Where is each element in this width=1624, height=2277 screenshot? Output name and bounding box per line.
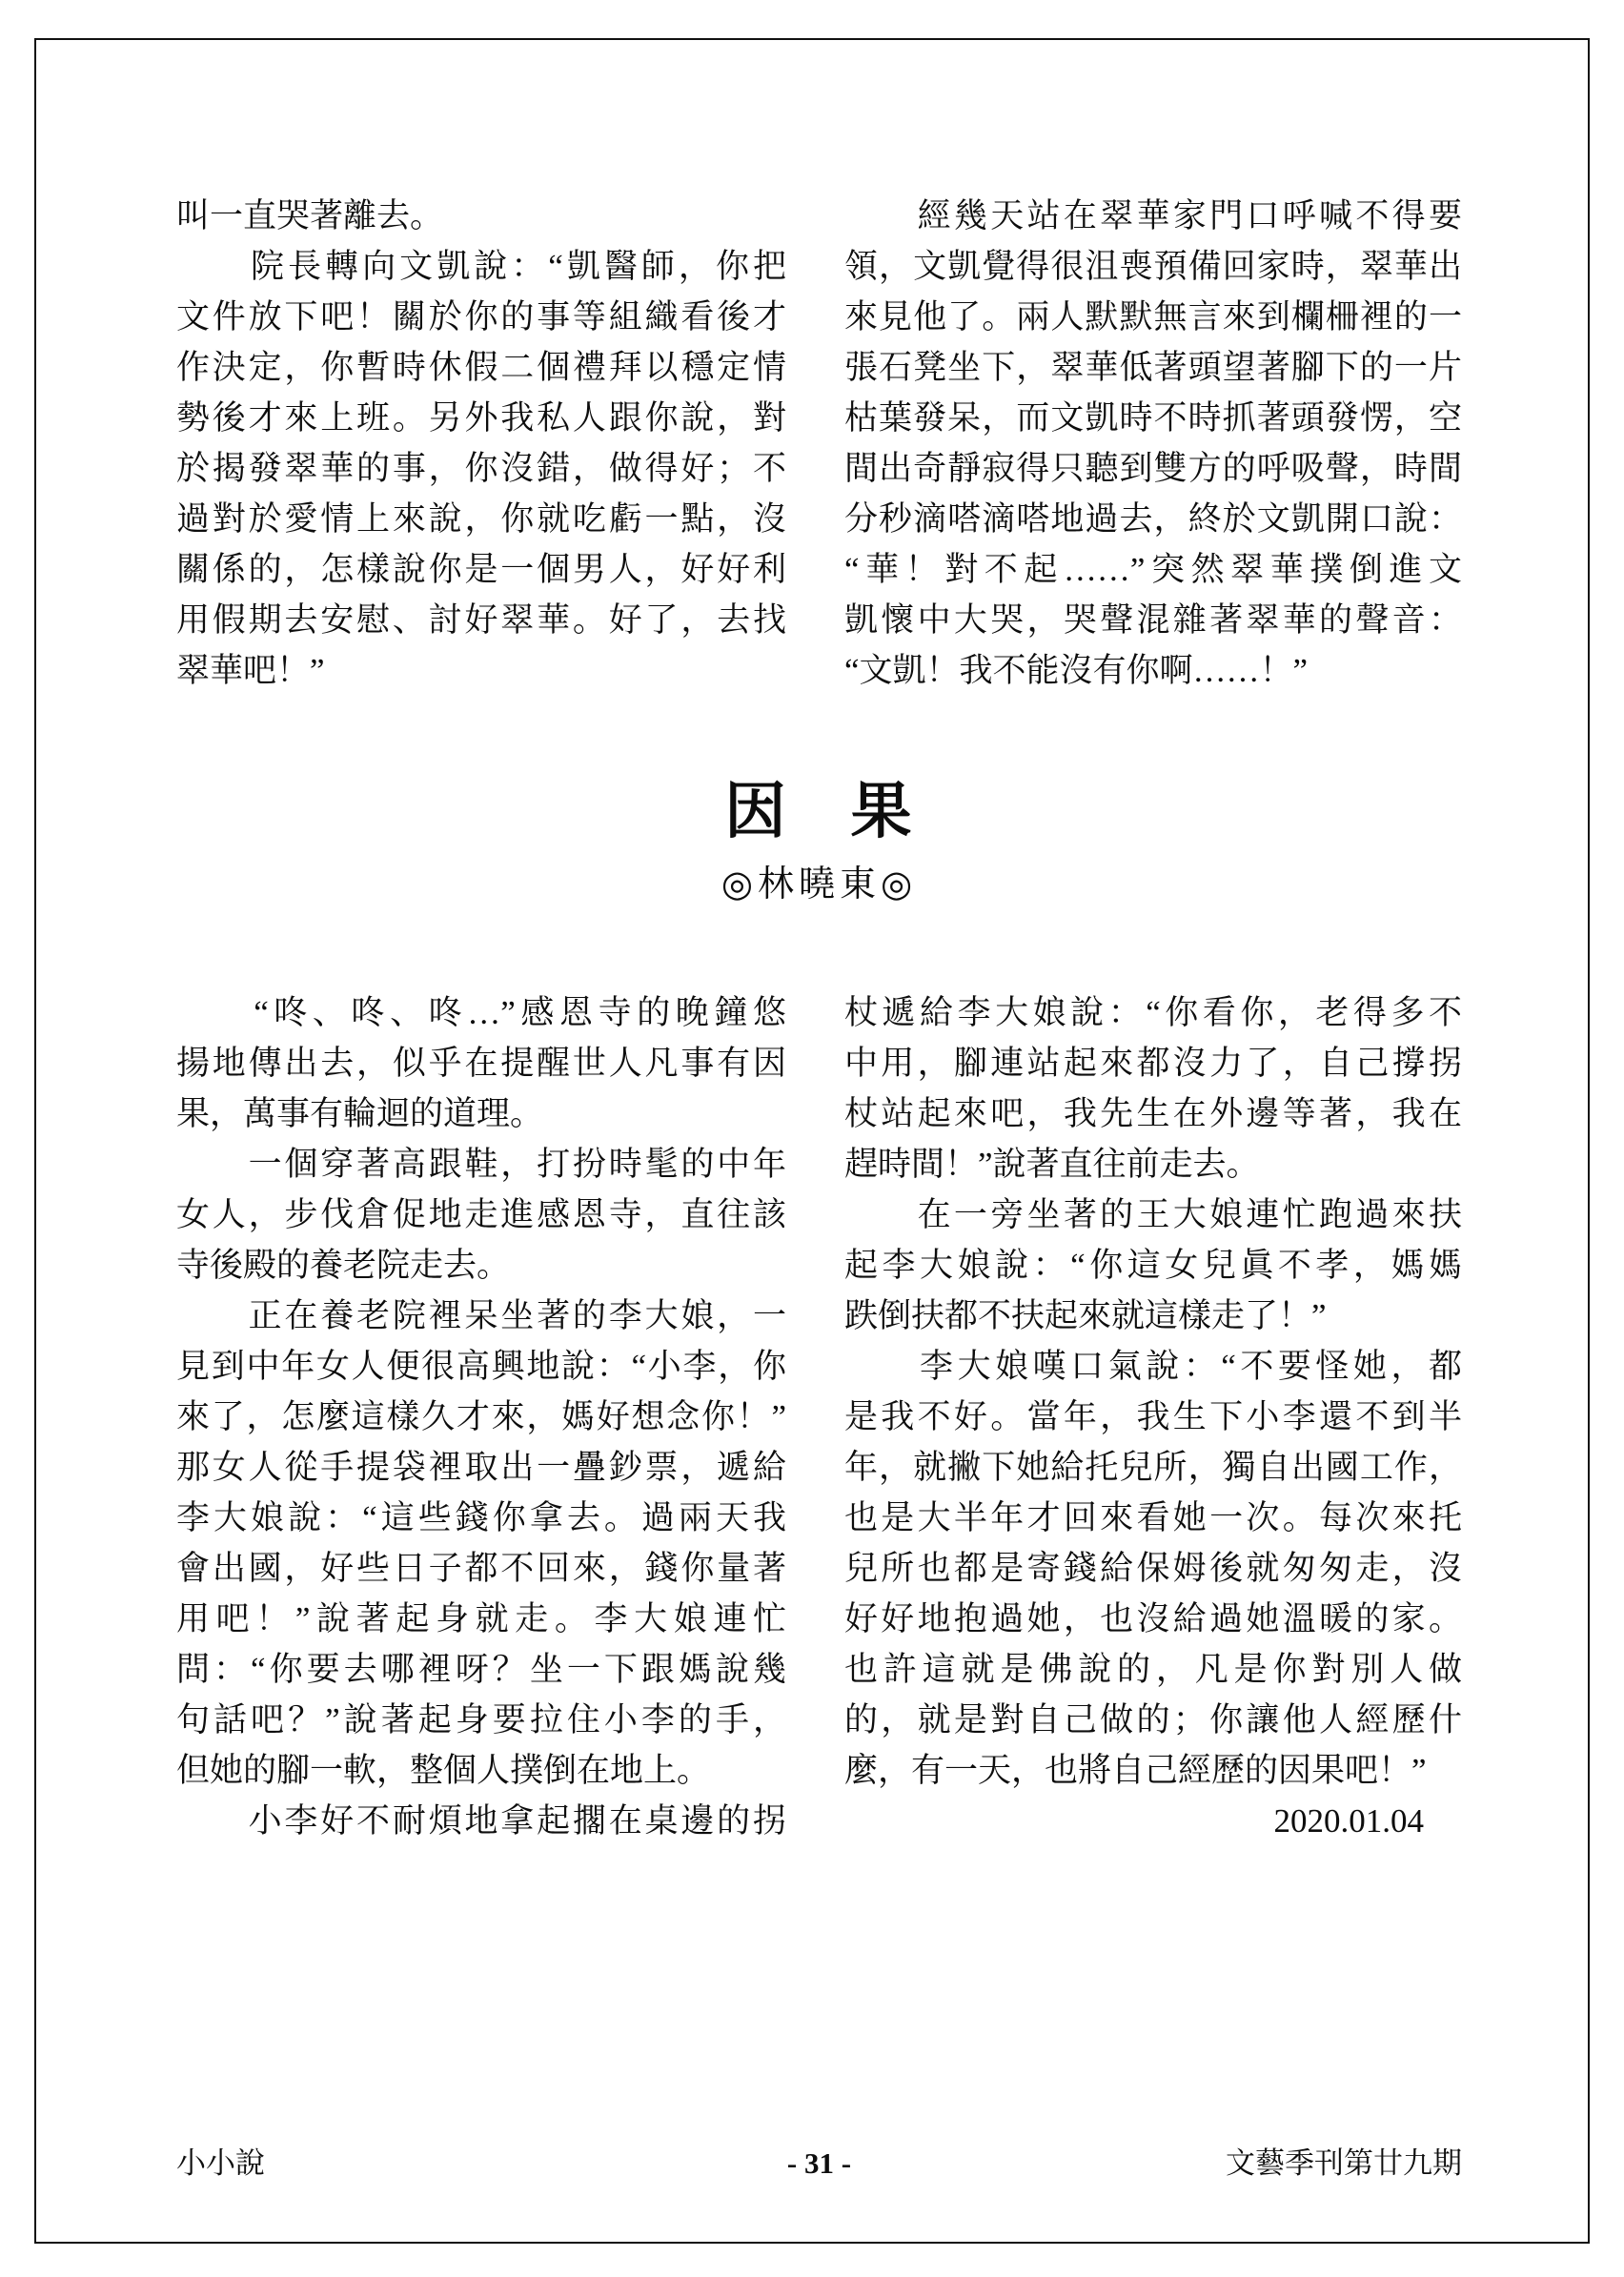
text-line: 作決定，你暫時休假二個禮拜以穩定情 bbox=[176, 349, 786, 386]
text-line: 果，萬事有輪迴的道理。 bbox=[176, 1095, 544, 1132]
text-line: 好好地抱過她，也沒給過她溫暖的家。 bbox=[844, 1600, 1462, 1637]
text-line: 會出國，好些日子都不回來，錢你量著 bbox=[176, 1550, 786, 1587]
text-line: 的，就是對自己做的；你讓他人經歷什 bbox=[844, 1701, 1462, 1738]
text-line: 枯葉發呆，而文凱時不時抓著頭發愣，空 bbox=[844, 399, 1462, 437]
text-line: 趕時間！”說著直往前走去。 bbox=[844, 1146, 1260, 1183]
text-line: 叫一直哭著離去。 bbox=[176, 197, 444, 234]
text-line: 女人，步伐倉促地走進感恩寺，直往該 bbox=[176, 1196, 786, 1233]
text-line: 用吧！”說著起身就走。李大娘連忙 bbox=[176, 1600, 786, 1637]
text-line: “華！對不起……”突然翠華撲倒進文 bbox=[844, 551, 1462, 588]
text-line: 張石凳坐下，翠華低著頭望著腳下的一片 bbox=[844, 349, 1462, 386]
text-line: 在一旁坐著的王大娘連忙跑過來扶 bbox=[844, 1196, 1462, 1233]
text-line: 翠華吧！” bbox=[176, 652, 325, 689]
text-line: 年，就撇下她給托兒所，獨自出國工作， bbox=[844, 1449, 1462, 1486]
footer-journal-label: 文藝季刊第廿九期 bbox=[1226, 2146, 1462, 2180]
text-line: 見到中年女人便很高興地說：“小李，你 bbox=[176, 1348, 786, 1385]
text-line: 麼，有一天，也將自己經歷的因果吧！” bbox=[844, 1752, 1427, 1789]
text-line: 問：“你要去哪裡呀？坐一下跟媽說幾 bbox=[176, 1651, 786, 1688]
text-line: 院長轉向文凱說：“凱醫師，你把 bbox=[176, 248, 786, 285]
text-line: “咚、咚、咚…”感恩寺的晚鐘悠 bbox=[176, 994, 786, 1031]
footer-page-number: - 31 - bbox=[786, 2146, 852, 2180]
page-footer bbox=[176, 2143, 1462, 2185]
text-line: 用假期去安慰、討好翠華。好了，去找 bbox=[176, 601, 786, 639]
text-line: 來見他了。兩人默默無言來到欄柵裡的一 bbox=[844, 298, 1462, 335]
story-author: ◎林曉東◎ bbox=[721, 864, 918, 905]
text-line: 勢後才來上班。另外我私人跟你說，對 bbox=[176, 399, 786, 437]
footer-section-label: 小小說 bbox=[176, 2146, 265, 2180]
text-line: 揚地傳出去，似乎在提醒世人凡事有因 bbox=[176, 1045, 786, 1082]
previous-story-left-column bbox=[176, 191, 786, 696]
text-line: 凱懷中大哭，哭聲混雜著翠華的聲音： bbox=[844, 601, 1462, 639]
previous-story-right-column bbox=[844, 191, 1462, 696]
text-line: 分秒滴嗒滴嗒地過去，終於文凱開口說： bbox=[844, 500, 1462, 538]
text-line: 起李大娘說：“你這女兒眞不孝，媽媽 bbox=[844, 1247, 1462, 1284]
text-line: 兒所也都是寄錢給保姆後就匆匆走，沒 bbox=[844, 1550, 1462, 1587]
text-line: 那女人從手提袋裡取出一疊鈔票，遞給 bbox=[176, 1449, 786, 1486]
text-line: 來了，怎麼這樣久才來，媽好想念你！” bbox=[176, 1398, 786, 1435]
text-line: 領，文凱覺得很沮喪預備回家時，翠華出 bbox=[844, 248, 1462, 285]
text-line: 中用，腳連站起來都沒力了，自己撐拐 bbox=[844, 1045, 1462, 1082]
text-line: 文件放下吧！關於你的事等組織看後才 bbox=[176, 298, 786, 335]
text-line: 寺後殿的養老院走去。 bbox=[176, 1247, 511, 1284]
text-line: 於揭發翠華的事，你沒錯，做得好；不 bbox=[176, 450, 786, 487]
text-line: 小李好不耐煩地拿起擱在桌邊的拐 bbox=[176, 1802, 786, 1840]
text-line: 句話吧？”說著起身要拉住小李的手， bbox=[176, 1701, 786, 1738]
text-line: “文凱！我不能沒有你啊……！” bbox=[844, 652, 1309, 689]
text-line: 關係的，怎樣說你是一個男人，好好利 bbox=[176, 551, 786, 588]
text-line: 過對於愛情上來說，你就吃虧一點，沒 bbox=[176, 500, 786, 538]
story-left-column bbox=[176, 987, 786, 1846]
story-date: 2020.01.04 bbox=[1273, 1802, 1424, 1840]
text-line: 也許這就是佛說的，凡是你對別人做 bbox=[844, 1651, 1462, 1688]
text-line: 杖站起來吧，我先生在外邊等著，我在 bbox=[844, 1095, 1462, 1132]
story-right-column bbox=[844, 987, 1462, 1796]
text-line: 李大娘說：“這些錢你拿去。過兩天我 bbox=[176, 1499, 786, 1536]
text-line: 正在養老院裡呆坐著的李大娘，一 bbox=[176, 1297, 786, 1334]
text-line: 杖遞給李大娘說：“你看你，老得多不 bbox=[844, 994, 1462, 1031]
story-title: 因 果 bbox=[724, 778, 914, 845]
text-line: 經幾天站在翠華家門口呼喊不得要 bbox=[844, 197, 1462, 234]
text-line: 間出奇靜寂得只聽到雙方的呼吸聲，時間 bbox=[844, 450, 1462, 487]
text-line: 也是大半年才回來看她一次。每次來托 bbox=[844, 1499, 1462, 1536]
text-line: 是我不好。當年，我生下小李還不到半 bbox=[844, 1398, 1462, 1435]
text-line: 但她的腳一軟，整個人撲倒在地上。 bbox=[176, 1752, 711, 1789]
text-line: 跌倒扶都不扶起來就這樣走了！” bbox=[844, 1297, 1327, 1334]
text-line: 李大娘嘆口氣說：“不要怪她，都 bbox=[844, 1348, 1462, 1385]
text-line: 一個穿著高跟鞋，打扮時髦的中年 bbox=[176, 1146, 786, 1183]
